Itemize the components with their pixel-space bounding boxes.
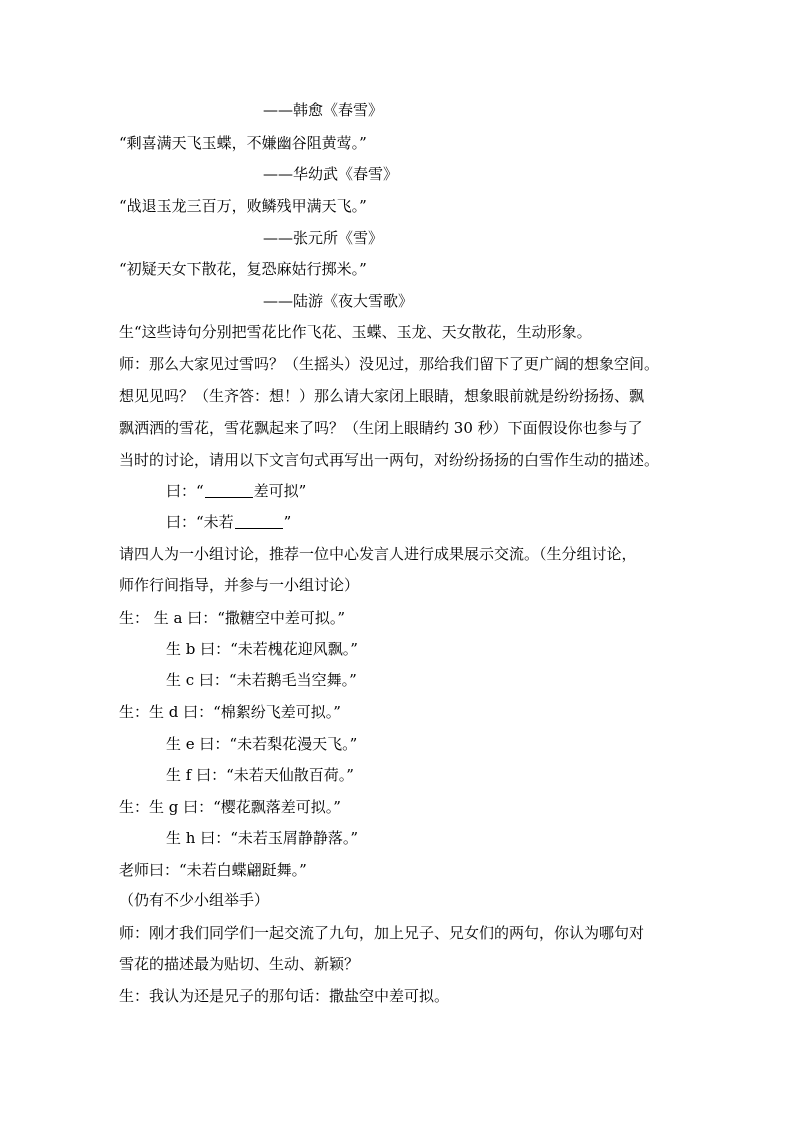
student-answer-e: 生 e 曰：“未若梨花漫天飞。” <box>166 735 358 753</box>
attribution-zhang-yuansuo: ——张元所《雪》 <box>263 229 384 247</box>
group-discussion-line-2: 师作行间指导，并参与一小组讨论） <box>119 576 360 594</box>
teacher-question-line-2: 雪花的描述最为贴切、生动、新颖？ <box>119 955 360 973</box>
student-answer-a: 生： 生 a 曰：“撒糖空中差可拟。” <box>119 609 346 627</box>
group-discussion-line-1: 请四人为一小组讨论，推荐一位中心发言人进行成果展示交流。（生分组讨论， <box>119 545 637 563</box>
sentence-pattern-1-prefix: 曰：“ <box>166 482 204 500</box>
student-answer-c: 生 c 曰：“未若鹅毛当空舞。” <box>166 671 357 689</box>
stage-note: （仍有不少小组举手） <box>119 891 270 909</box>
student-answer-f: 生 f 曰：“未若天仙散百荷。” <box>166 766 354 784</box>
student-answer-h: 生 h 曰：“未若玉屑静静落。” <box>166 829 359 847</box>
attribution-han-yu: ——韩愈《春雪》 <box>263 101 384 119</box>
teacher-question-line-1: 师：刚才我们同学们一起交流了九句，加上兄子、兄女们的两句，你认为哪句对 <box>119 924 645 942</box>
attribution-hua-youwu: ——华幼武《春雪》 <box>263 165 399 183</box>
fill-in-blank <box>205 483 253 498</box>
sentence-pattern-2 <box>166 512 291 532</box>
student-answer-g: 生：生 g 曰：“樱花飘落差可拟。” <box>119 798 341 816</box>
sentence-pattern-1-suffix: 差可拟” <box>253 482 307 500</box>
poem-line-zhang-yuansuo: “战退玉龙三百万，败鳞残甲满天飞。” <box>119 197 367 215</box>
teacher-paragraph-line-4: 当时的讨论，请用以下文言句式再写出一两句，对纷纷扬扬的白雪作生动的描述。 <box>119 451 660 469</box>
teacher-paragraph-line-2: 想见见吗？（生齐答：想！）那么请大家闭上眼睛，想象眼前就是纷纷扬扬、飘 <box>119 387 645 405</box>
student-conclusion: 生：我认为还是兄子的那句话：撒盐空中差可拟。 <box>119 987 450 1005</box>
poem-line-hua-youwu: “剩喜满天飞玉蝶，不嫌幽谷阻黄莺。” <box>119 134 367 152</box>
sentence-pattern-2-prefix: 曰：“未若 <box>166 513 234 531</box>
teacher-paragraph-line-3: 飘洒洒的雪花，雪花飘起来了吗？（生闭上眼睛约 30 秒）下面假设你也参与了 <box>119 419 643 437</box>
fill-in-blank <box>235 514 283 529</box>
attribution-lu-you: ——陆游《夜大雪歌》 <box>263 292 414 310</box>
poem-line-lu-you: “初疑天女下散花，复恐麻姑行掷米。” <box>119 260 367 278</box>
sentence-pattern-2-suffix: ” <box>283 513 292 531</box>
student-answer-b: 生 b 曰：“未若槐花迎风飘。” <box>166 640 358 658</box>
sentence-pattern-1 <box>166 481 306 501</box>
student-answer-d: 生：生 d 曰：“棉絮纷飞差可拟。” <box>119 703 341 721</box>
teacher-paragraph-line-1: 师：那么大家见过雪吗？（生摇头）没见过，那给我们留下了更广阔的想象空间。 <box>119 355 660 373</box>
teacher-answer: 老师曰：“未若白蝶翩跹舞。” <box>119 861 307 879</box>
student-response-paragraph: 生“这些诗句分别把雪花比作飞花、玉蝶、玉龙、天女散花，生动形象。 <box>119 323 592 341</box>
